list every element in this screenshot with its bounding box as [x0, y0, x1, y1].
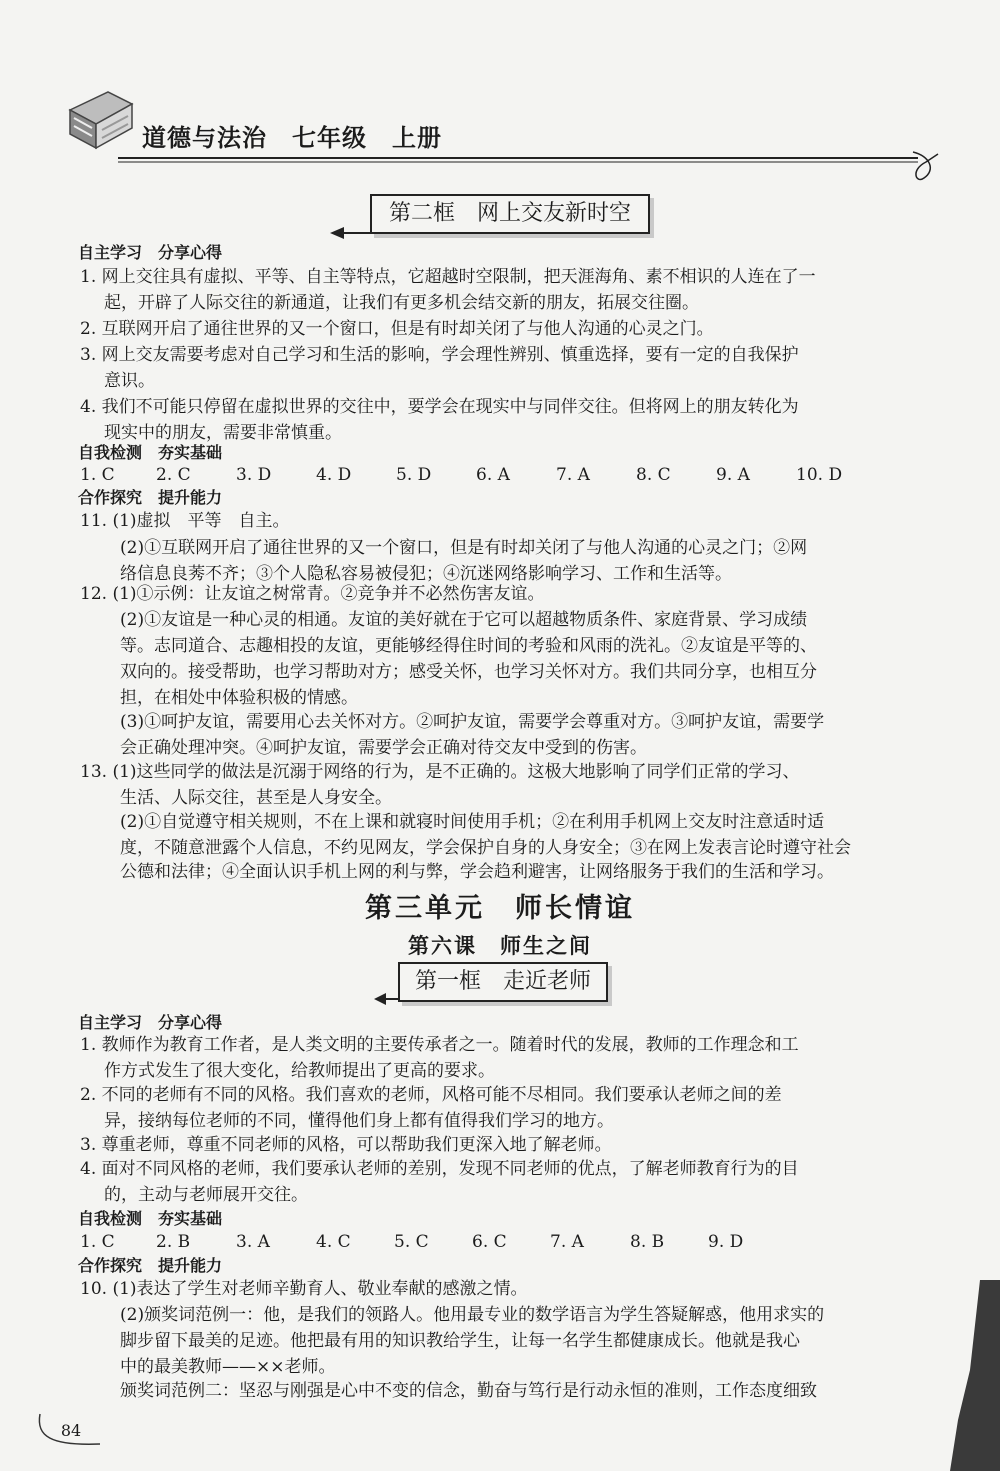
section-heading: 合作探究 提升能力 — [78, 488, 223, 507]
arrow-left-icon — [374, 992, 400, 1006]
paragraph-line: 4. 我们不可能只停留在虚拟世界的交往中，要学会在现实中与同伴交往。但将网上的朋友转化为 — [80, 397, 799, 417]
paragraph-line: 异，接纳每位老师的不同，懂得他们身上都有值得我们学习的地方。 — [104, 1111, 614, 1131]
paragraph-line: 2. 不同的老师有不同的风格。我们喜欢的老师，风格可能不尽相同。我们要承认老师之间的差 — [80, 1085, 782, 1105]
arrow-left-icon — [330, 226, 372, 240]
paragraph-line: 颁奖词范例二：坚忍与刚强是心中不变的信念，勤奋与笃行是行动永恒的准则，工作态度细致 — [120, 1381, 817, 1401]
paragraph-line: 13. (1)这些同学的做法是沉溺于网络的行为，是不正确的。这极大地影响了同学们正常的学习、 — [80, 762, 800, 782]
answer-item: 3. D — [236, 465, 272, 485]
answer-item: 6. C — [472, 1232, 507, 1252]
paragraph-line: 络信息良莠不齐；③个人隐私容易被侵犯；④沉迷网络影响学习、工作和生活等。 — [120, 564, 732, 584]
paragraph-line: 脚步留下最美的足迹。他把最有用的知识教给学生，让每一名学生都健康成长。他就是我心 — [120, 1331, 800, 1351]
paragraph-line: 1. 教师作为教育工作者，是人类文明的主要传承者之一。随着时代的发展，教师的工作理念和工 — [80, 1035, 799, 1055]
paragraph-line: 意识。 — [104, 371, 155, 391]
page-number: 84 — [60, 1421, 82, 1440]
answer-item: 10. D — [796, 465, 843, 485]
answer-item: 6. A — [476, 465, 510, 485]
answer-item: 5. C — [394, 1232, 429, 1252]
unit-title: 第三单元 师长情谊 — [365, 893, 635, 924]
paragraph-line: 担，在相处中体验积极的情感。 — [120, 688, 358, 708]
paragraph-line: 3. 网上交友需要考虑对自己学习和生活的影响，学会理性辨别、慎重选择，要有一定的自我保护 — [80, 345, 799, 365]
section-heading: 自主学习 分享心得 — [78, 1013, 223, 1032]
paragraph-line: (2)①友谊是一种心灵的相通。友谊的美好就在于它可以超越物质条件、家庭背景、学习成绩 — [120, 610, 808, 630]
header-title: 道德与法治 七年级 上册 — [142, 124, 442, 152]
paragraph-line: 1. 网上交往具有虚拟、平等、自主等特点，它超越时空限制，把天涯海角、素不相识的人连在了一 — [80, 267, 816, 287]
answer-item: 9. D — [708, 1232, 744, 1252]
answer-item: 2. B — [156, 1232, 191, 1252]
section-heading: 合作探究 提升能力 — [78, 1256, 223, 1275]
paragraph-line: 作方式发生了很大变化，给教师提出了更高的要求。 — [104, 1061, 495, 1081]
paragraph-line: 11. (1)虚拟 平等 自主。 — [80, 511, 290, 531]
book-stack-icon — [62, 82, 136, 152]
paragraph-line: (2)颁奖词范例一：他，是我们的领路人。他用最专业的数学语言为学生答疑解惑，他用求实的 — [120, 1305, 825, 1325]
answer-item: 8. B — [630, 1232, 665, 1252]
paragraph-line: 的，主动与老师展开交往。 — [104, 1185, 308, 1205]
paragraph-line: 10. (1)表达了学生对老师辛勤育人、敬业奉献的感激之情。 — [80, 1279, 528, 1299]
paragraph-line: 会正确处理冲突。④呵护友谊，需要学会正确对待交友中受到的伤害。 — [120, 738, 647, 758]
answer-item: 3. A — [236, 1232, 270, 1252]
page-edge-shadow — [940, 1280, 1000, 1471]
section-heading: 自我检测 夯实基础 — [78, 443, 223, 462]
paragraph-line: 3. 尊重老师，尊重不同老师的风格，可以帮助我们更深入地了解老师。 — [80, 1135, 612, 1155]
paragraph-line: (2)①自觉遵守相关规则，不在上课和就寝时间使用手机；②在利用手机网上交友时注意适时适 — [120, 812, 825, 832]
section-heading: 自主学习 分享心得 — [78, 243, 223, 262]
paragraph-line: 现实中的朋友，需要非常慎重。 — [104, 423, 342, 443]
answer-item: 1. C — [80, 1232, 115, 1252]
answer-item: 4. C — [316, 1232, 351, 1252]
section-heading: 自我检测 夯实基础 — [78, 1209, 223, 1228]
section-title-box: 第二框 网上交友新时空 — [370, 194, 650, 234]
answer-item: 7. A — [556, 465, 590, 485]
paragraph-line: 双向的。接受帮助，也学习帮助对方；感受关怀，也学习关怀对方。我们共同分享，也相互分 — [120, 662, 817, 682]
answer-item: 8. C — [636, 465, 671, 485]
paragraph-line: 生活、人际交往，甚至是人身安全。 — [120, 788, 392, 808]
paragraph-line: 起，开辟了人际交往的新通道，让我们有更多机会结交新的朋友，拓展交往圈。 — [104, 293, 699, 313]
header-rule — [118, 148, 948, 188]
answer-item: 7. A — [550, 1232, 584, 1252]
section-title-box: 第一框 走近老师 — [398, 962, 608, 1002]
paragraph-line: 2. 互联网开启了通往世界的又一个窗口，但是有时却关闭了与他人沟通的心灵之门。 — [80, 319, 714, 339]
paragraph-line: 等。志同道合、志趣相投的友谊，更能够经得住时间的考验和风雨的洗礼。②友谊是平等的、 — [120, 636, 817, 656]
answer-item: 1. C — [80, 465, 115, 485]
paragraph-line: 度，不随意泄露个人信息，不约见网友，学会保护自身的人身安全；③在网上发表言论时遵守社会 — [120, 838, 851, 858]
lesson-title: 第六课 师生之间 — [408, 933, 592, 958]
answer-item: 2. C — [156, 465, 191, 485]
paragraph-line: 12. (1)①示例：让友谊之树常青。②竞争并不必然伤害友谊。 — [80, 584, 545, 604]
paragraph-line: (2)①互联网开启了通往世界的又一个窗口，但是有时却关闭了与他人沟通的心灵之门；②网 — [120, 538, 808, 558]
answer-item: 5. D — [396, 465, 432, 485]
paragraph-line: 中的最美教师——××老师。 — [120, 1357, 336, 1377]
answer-item: 9. A — [716, 465, 750, 485]
answer-item: 4. D — [316, 465, 352, 485]
paragraph-line: (3)①呵护友谊，需要用心去关怀对方。②呵护友谊，需要学会尊重对方。③呵护友谊，需要学 — [120, 712, 825, 732]
paragraph-line: 公德和法律；④全面认识手机上网的利与弊，学会趋利避害，让网络服务于我们的生活和学习。 — [120, 862, 834, 882]
page-header — [0, 0, 1000, 190]
paragraph-line: 4. 面对不同风格的老师，我们要承认老师的差别，发现不同老师的优点，了解老师教育行为的目 — [80, 1159, 799, 1179]
